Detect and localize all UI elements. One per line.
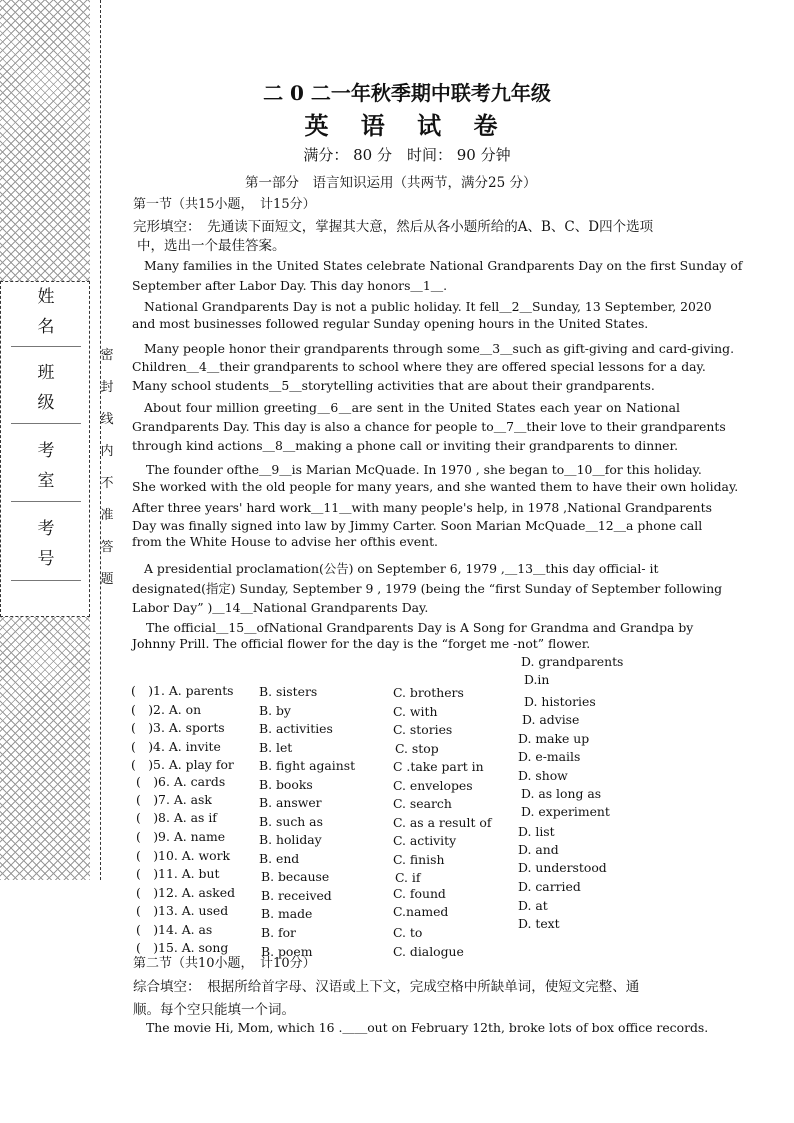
option-question: ( )1. A. parents — [131, 683, 234, 698]
option-d: D. make up — [518, 731, 590, 746]
option-d: D. at — [518, 898, 548, 913]
passage-line: through kind actions＿8＿making a phone call or inviting their grandparents to dinner. — [132, 438, 679, 453]
option-c: C. with — [393, 704, 438, 719]
section2-heading: 第二节（共10小题， 计10分） — [133, 956, 316, 971]
seal-notice — [99, 340, 115, 596]
option-c: C. dialogue — [393, 944, 464, 959]
option-d: D. grandparents — [521, 654, 624, 669]
option-question: ( )5. A. play for — [131, 757, 234, 772]
option-d: D. advise — [522, 712, 580, 727]
field-number-label: 考号 — [37, 519, 71, 569]
seal-char: 准 — [100, 508, 114, 523]
option-c: C. to — [393, 925, 423, 940]
passage-line: September after Labor Day. This day honors＿1＿. — [132, 278, 448, 293]
option-b: B. holiday — [259, 832, 322, 847]
option-c: C .take part in — [393, 759, 484, 774]
field-class-label: 班级 — [37, 363, 71, 413]
passage-line: After three years' hard work＿11＿with many people's help, in 1978 ,National Grandparents — [132, 500, 712, 515]
option-question: ( )15. A. song — [136, 940, 229, 955]
option-b: B. poem — [261, 944, 313, 959]
option-d: D. experiment — [521, 804, 610, 819]
passage-line: and most businesses followed regular Sunday opening hours in the United States. — [132, 316, 649, 331]
option-c: C. stories — [393, 722, 453, 737]
passage-line: designated(指定) Sunday, September 9 , 1979 (being the “first Sunday of September following — [132, 581, 723, 596]
cloze-instruction-cont: 中，选出一个最佳答案。 — [137, 238, 286, 254]
option-d: D. show — [518, 768, 568, 783]
exam-subject: 英 语 试 卷 — [304, 111, 510, 140]
fill-instruction-cont: 顺。每个空只能填一个词。 — [133, 1002, 295, 1018]
option-c: C. activity — [393, 833, 457, 848]
passage-line: A presidential proclamation(公告) on September 6, 1979 ,＿13＿this day official- it — [144, 561, 659, 576]
field-room-label: 考室 — [37, 441, 71, 491]
option-question: ( )12. A. asked — [136, 885, 236, 900]
option-d: D. as long as — [521, 786, 602, 801]
seal-char: 线 — [100, 412, 114, 427]
exam-title: 二 0 二一年秋季期中联考九年级 — [263, 81, 551, 105]
option-question: ( )7. A. ask — [136, 792, 212, 807]
option-d: D. and — [518, 842, 559, 857]
option-b: B. for — [261, 925, 296, 940]
field-number-line — [11, 580, 81, 581]
seal-char: 答 — [100, 540, 114, 555]
option-b: B. sisters — [259, 684, 318, 699]
option-question: ( )11. A. but — [136, 866, 220, 881]
score-and-time: 满分： 80 分 时间： 90 分钟 — [303, 146, 511, 164]
seal-char: 不 — [100, 476, 114, 491]
option-d: D. list — [518, 824, 555, 839]
option-question: ( )9. A. name — [136, 829, 226, 844]
option-b: B. answer — [259, 795, 322, 810]
option-b: B. such as — [259, 814, 323, 829]
passage-line: from the White House to advise her ofthis event. — [132, 534, 438, 549]
section1-heading: 第一节（共15小题， 计15分） — [133, 197, 316, 212]
field-name-line — [11, 346, 81, 347]
passage-line: About four million greeting＿6＿are sent in the United States each year on National — [144, 400, 680, 415]
option-question: ( )2. A. on — [131, 702, 202, 717]
option-b: B. end — [259, 851, 300, 866]
passage-line: Children＿4＿their grandparents to school where they are offered special lessons for a day. — [132, 359, 706, 374]
option-c: C. search — [393, 796, 452, 811]
field-class-line — [11, 423, 81, 424]
field-room-line — [11, 501, 81, 502]
option-question: ( )4. A. invite — [131, 739, 221, 754]
option-b: B. because — [261, 869, 330, 884]
option-c: C. if — [395, 870, 421, 885]
option-b: B. received — [261, 888, 332, 903]
option-question: ( )14. A. as — [136, 922, 213, 937]
passage-line: The movie Hi, Mom, which 16 .＿＿out on February 12th, broke lots of box office records. — [146, 1020, 709, 1035]
passage-line: Labor Day” )＿14＿National Grandparents Day. — [132, 600, 429, 615]
cloze-instruction: 完形填空： 先通读下面短文，掌握其大意，然后从各小题所给的A、B、C、D四个选项 — [133, 219, 654, 235]
fill-instruction: 综合填空： 根据所给首字母、汉语或上下文，完成空格中所缺单词，使短文完整、通 — [133, 979, 640, 995]
option-b: B. fight against — [259, 758, 356, 773]
passage-line: Many school students＿5＿storytelling activities that are about their grandparents. — [132, 378, 655, 393]
seal-char: 内 — [100, 444, 114, 459]
option-c: C. found — [393, 886, 446, 901]
option-question: ( )13. A. used — [136, 903, 229, 918]
option-b: B. by — [259, 703, 291, 718]
field-name-label: 姓名 — [37, 287, 71, 337]
seal-char: 题 — [100, 572, 114, 587]
option-c: C. stop — [395, 741, 439, 756]
option-d: D.in — [524, 672, 550, 687]
option-question: ( )3. A. sports — [131, 720, 225, 735]
passage-line: Grandparents Day. This day is also a chance for people to＿7＿their love to their grandparents — [132, 419, 726, 434]
option-c: C. as a result of — [393, 815, 492, 830]
passage-line: She worked with the old people for many years, and she wanted them to have their own holiday. — [132, 479, 739, 494]
option-c: C. envelopes — [393, 778, 473, 793]
option-d: D. understood — [518, 860, 607, 875]
option-question: ( )10. A. work — [136, 848, 231, 863]
option-b: B. books — [259, 777, 313, 792]
option-d: D. e-mails — [518, 749, 581, 764]
seal-char: 封 — [100, 380, 114, 395]
option-d: D. carried — [518, 879, 581, 894]
option-c: C.named — [393, 904, 449, 919]
option-question: ( )6. A. cards — [136, 774, 226, 789]
passage-line: The founder ofthe＿9＿is Marian McQuade. In 1970 , she began to＿10＿for this holiday. — [146, 462, 702, 477]
passage-line: Many families in the United States celebrate National Grandparents Day on the first Sunday of — [144, 258, 743, 273]
option-b: B. let — [259, 740, 293, 755]
seal-char: 密 — [100, 348, 114, 363]
option-d: D. text — [518, 916, 560, 931]
passage-line: Johnny Prill. The official flower for the day is the “forget me -not” flower. — [132, 636, 591, 651]
passage-line: Day was finally signed into law by Jimmy Carter. Soon Marian McQuade＿12＿a phone call — [132, 518, 703, 533]
passage-line: Many people honor their grandparents through some＿3＿such as gift-giving and card-giving. — [144, 341, 735, 356]
passage-line: National Grandparents Day is not a public holiday. It fell＿2＿Sunday, 13 September, 2020 — [144, 299, 712, 314]
option-c: C. brothers — [393, 685, 464, 700]
part1-heading: 第一部分 语言知识运用（共两节，满分25 分） — [245, 175, 537, 191]
option-question: ( )8. A. as if — [136, 810, 217, 825]
option-c: C. finish — [393, 852, 445, 867]
option-b: B. made — [261, 906, 313, 921]
option-d: D. histories — [524, 694, 596, 709]
option-b: B. activities — [259, 721, 333, 736]
passage-line: The official＿15＿ofNational Grandparents Day is A Song for Grandma and Grandpa by — [146, 620, 694, 635]
student-info-box — [0, 281, 90, 617]
